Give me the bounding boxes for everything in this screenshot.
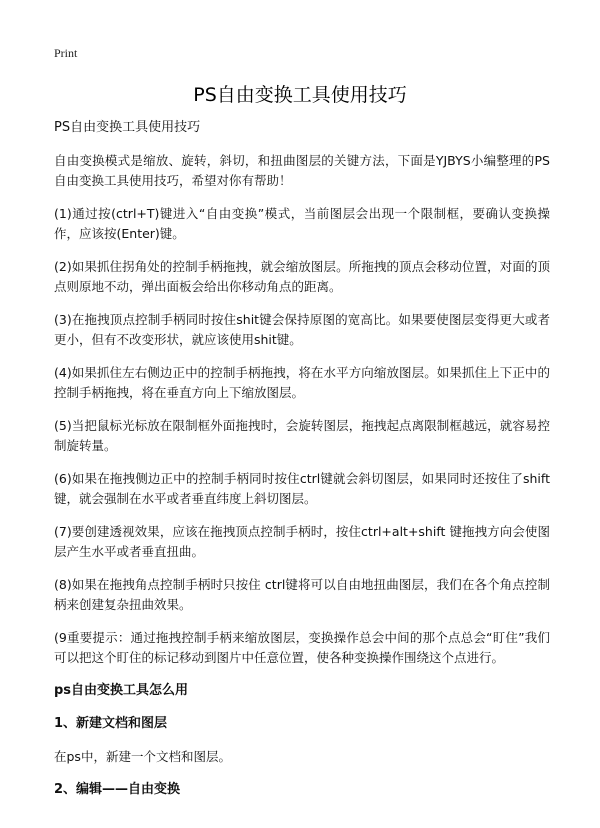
tip-paragraph-6: (6)如果在拖拽侧边正中的控制手柄同时按住ctrl键就会斜切图层，如果同时还按住了shift键，就会强制在水平或者垂直纬度上斜切图层。 [54, 471, 550, 506]
tip-paragraph-5: (5)当把鼠标光标放在限制框外面拖拽时，会旋转图层，拖拽起点离限制框越远，就容易控制旋转量。 [54, 418, 550, 453]
document-title: PS自由变换工具使用技巧 [193, 84, 407, 106]
document-subtitle: PS自由变换工具使用技巧 [54, 120, 201, 135]
step-1-heading: 1、新建文档和图层 [54, 716, 168, 731]
document-body [54, 118, 550, 813]
tip-paragraph-9: (9重要提示：通过拖拽控制手柄来缩放图层，变换操作总会中间的那个点总会“盯住”我们可以把这个盯住的标记移动到图片中任意位置，使各种变换操作围绕这个点进行。 [54, 630, 550, 665]
tip-paragraph-8: (8)如果在拖拽角点控制手柄时只按住 ctrl键将可以自由地扭曲图层，我们在各个角点控制柄来创建复杂扭曲效果。 [54, 577, 550, 612]
print-label: Print [54, 46, 78, 60]
step-1-text: 在ps中，新建一个文档和图层。 [54, 749, 231, 764]
step-2-heading: 2、编辑——自由变换 [54, 782, 181, 797]
tip-paragraph-3: (3)在拖拽顶点控制手柄同时按住shit键会保持原图的宽高比。如果要使图层变得更大或者更小，但有不改变形状，就应该使用shit键。 [54, 312, 550, 347]
tip-paragraph-1: (1)通过按(ctrl+T)键进入“自由变换”模式，当前图层会出现一个限制框，要确认变换操作，应该按(Enter)键。 [54, 206, 550, 241]
intro-paragraph: 自由变换模式是缩放、旋转，斜切，和扭曲图层的关键方法，下面是YJBYS小编整理的PS自由变换工具使用技巧，希望对你有帮助！ [54, 153, 550, 188]
tip-paragraph-7: (7)要创建透视效果，应该在拖拽顶点控制手柄时，按住ctrl+alt+shift 键拖拽方向会使图层产生水平或者垂直扭曲。 [54, 524, 550, 559]
tip-paragraph-2: (2)如果抓住拐角处的控制手柄拖拽，就会缩放图层。所拖拽的顶点会移动位置，对面的顶点则原地不动，弹出面板会给出你移动角点的距离。 [54, 259, 550, 294]
tip-paragraph-4: (4)如果抓住左右侧边正中的控制手柄拖拽，将在水平方向缩放图层。如果抓住上下正中的控制手柄拖拽，将在垂直方向上下缩放图层。 [54, 365, 550, 400]
section-heading: ps自由变换工具怎么用 [54, 683, 189, 698]
